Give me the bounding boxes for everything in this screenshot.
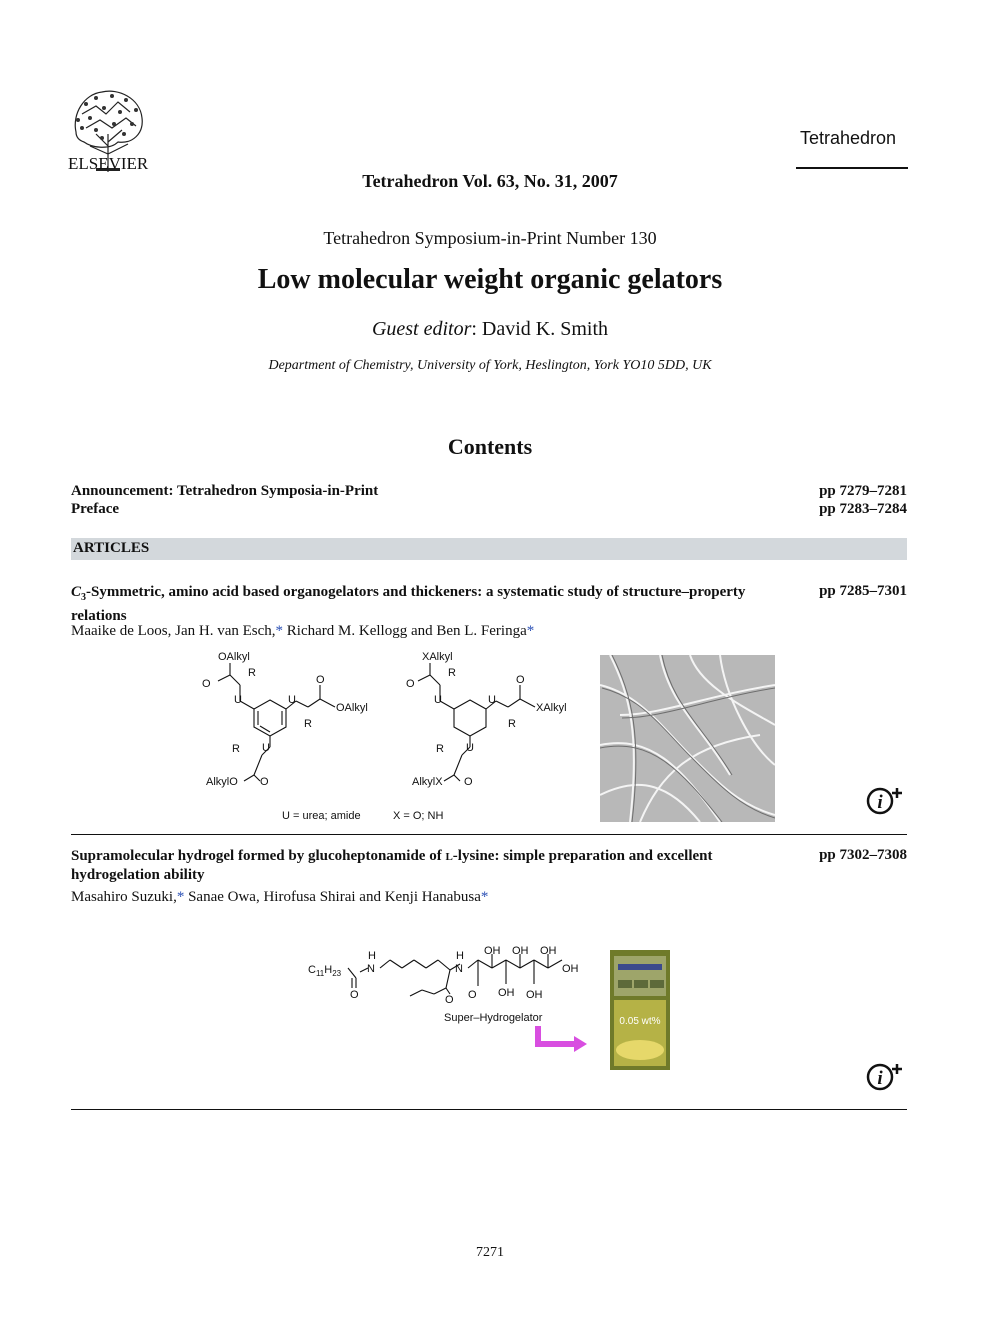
structure-label: OH xyxy=(540,945,557,957)
structure-label: O xyxy=(350,989,359,1001)
article-1-title-prefix: C xyxy=(71,584,82,600)
structure-label: U xyxy=(234,694,242,706)
article-1-pages: pp 7285–7301 xyxy=(819,583,907,599)
structure-label: O xyxy=(202,678,211,690)
article-1-title-subscript: 3 xyxy=(81,592,87,603)
issue-title: Low molecular weight organic gelators xyxy=(257,264,723,295)
structure-label: U xyxy=(488,694,496,706)
article-2-vial-photo xyxy=(610,950,670,1070)
structure-label: O xyxy=(260,776,269,788)
info-plus-icon[interactable] xyxy=(865,1060,907,1092)
structure-label: U xyxy=(466,742,474,754)
article-1-title-text: -Symmetric, amino acid based organogelators and thickeners: a systematic study of structure–property relations xyxy=(71,584,746,624)
structure-legend-right: X = O; NH xyxy=(393,810,444,822)
structure-label: R xyxy=(508,718,516,730)
structure-label: OH xyxy=(526,989,543,1001)
corresponding-author-star[interactable]: * xyxy=(176,889,185,905)
structure-label: XAlkyl xyxy=(422,651,453,663)
article-2-authors xyxy=(71,888,488,907)
article-2-pages: pp 7302–7308 xyxy=(819,847,907,863)
structure-label: AlkylO xyxy=(206,776,238,788)
editor-affiliation: Department of Chemistry, University of York, Heslington, York YO10 5DD, UK xyxy=(268,358,712,373)
info-plus-icon[interactable] xyxy=(865,784,907,816)
structure-label: OAlkyl xyxy=(218,651,250,663)
structure-label: OH xyxy=(562,963,579,975)
author: Richard M. Kellogg and Ben L. Feringa xyxy=(283,623,527,639)
toc-entry-pages: pp 7283–7284 xyxy=(819,501,907,517)
guest-editor-name: : David K. Smith xyxy=(471,318,609,340)
toc-entry-announcement[interactable] xyxy=(71,482,907,500)
article-1-structure-drawing xyxy=(190,645,590,830)
articles-section-bar xyxy=(71,538,907,560)
structure-label: R xyxy=(448,667,456,679)
structure-label: AlkylX xyxy=(412,776,443,788)
structure-label: OH xyxy=(484,945,501,957)
structure-label: R xyxy=(436,743,444,755)
corresponding-author-star[interactable]: * xyxy=(480,889,489,905)
article-separator xyxy=(71,834,907,835)
structure-label: R xyxy=(304,718,312,730)
author: Masahiro Suzuki, xyxy=(71,889,177,905)
article-1-authors xyxy=(71,622,534,641)
volume-info: Tetrahedron Vol. 63, No. 31, 2007 xyxy=(362,171,618,191)
structure-label: OH xyxy=(498,987,515,999)
article-2-structure-drawing xyxy=(300,940,600,1052)
structure-label: XAlkyl xyxy=(536,702,567,714)
article-2-title[interactable] xyxy=(71,847,791,885)
structure-label: O xyxy=(445,994,454,1006)
article-1-title[interactable] xyxy=(71,583,791,626)
structure-legend-left: U = urea; amide xyxy=(282,810,361,822)
structure-label: R xyxy=(232,743,240,755)
structure-label: N xyxy=(367,963,375,975)
structure-label: U xyxy=(288,694,296,706)
page-number: 7271 xyxy=(476,1245,504,1260)
article-2-title-text: Supramolecular hydrogel formed by glucoheptonamide of xyxy=(71,848,446,864)
info-glyph: i xyxy=(877,792,883,813)
structure-label: R xyxy=(248,667,256,679)
toc-entry-label: Preface xyxy=(71,501,120,517)
contents-heading: Contents xyxy=(447,434,533,459)
article-separator xyxy=(71,1109,907,1110)
toc-entry-preface[interactable] xyxy=(71,500,907,518)
journal-name: Tetrahedron xyxy=(800,128,897,148)
publisher-logo-text: ELSEVIER xyxy=(68,154,149,173)
journal-rule xyxy=(796,167,908,169)
corresponding-author-star[interactable]: * xyxy=(275,623,284,639)
info-glyph: i xyxy=(877,1068,883,1089)
author: Maaike de Loos, xyxy=(71,623,176,639)
arrow-icon xyxy=(538,1026,587,1052)
photo-label: 0.05 wt% xyxy=(619,1016,661,1027)
author: Sanae Owa, Hirofusa Shirai and Kenji Hanabusa xyxy=(184,889,481,905)
structure-label: O xyxy=(468,989,477,1001)
structure-label: H xyxy=(368,950,376,962)
toc-entry-label: Announcement: Tetrahedron Symposia-in-Print xyxy=(71,483,379,499)
structure-label: O xyxy=(406,678,415,690)
structure-label: OAlkyl xyxy=(336,702,368,714)
article-2-title-smallcaps: l xyxy=(445,848,453,864)
guest-editor xyxy=(0,318,980,341)
structure-label: O xyxy=(516,674,525,686)
structure-label: O xyxy=(316,674,325,686)
structure-label: U xyxy=(434,694,442,706)
structure-label: U xyxy=(262,742,270,754)
structure-label: H xyxy=(456,950,464,962)
structure-caption: Super–Hydrogelator xyxy=(444,1012,543,1024)
article-1-micrograph-image xyxy=(600,655,775,822)
symposium-number: Tetrahedron Symposium-in-Print Number 130 xyxy=(323,228,657,248)
structure-label: OH xyxy=(512,945,529,957)
structure-label: N xyxy=(455,963,463,975)
guest-editor-label: Guest editor xyxy=(371,318,472,340)
author: Jan H. van Esch, xyxy=(175,623,276,639)
articles-section-label: ARTICLES xyxy=(73,540,150,556)
toc-entry-pages: pp 7279–7281 xyxy=(819,483,907,499)
structure-label: $C_{11}H_{23}$ xyxy=(308,964,342,978)
structure-label: O xyxy=(464,776,473,788)
corresponding-author-star[interactable]: * xyxy=(526,623,535,639)
article-2-title-text: -lysine: simple preparation and excellent hydrogelation ability xyxy=(71,848,713,883)
